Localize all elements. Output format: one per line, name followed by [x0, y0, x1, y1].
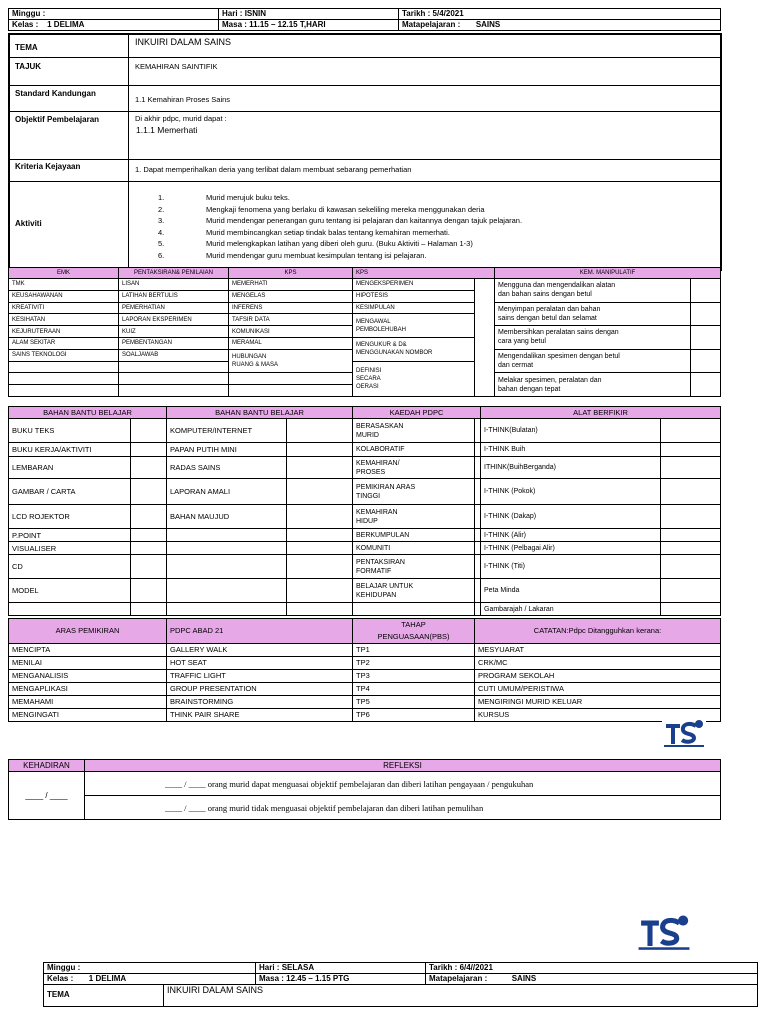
emk-cell: KREATIVITI [9, 302, 119, 314]
bbm1-check-cell [131, 443, 167, 457]
tahap-cell: TP6 [353, 709, 475, 722]
aktiviti-label: Aktiviti [15, 219, 42, 228]
bbm2-cell: RADAS SAINS [167, 457, 287, 479]
aras-row [9, 670, 721, 683]
bbm-row [9, 479, 721, 505]
manipulatif-header: KEM. MANIPULATIF [495, 268, 721, 279]
manipulatif-cell: Mengendalikan spesimen dengan betul dan cermat [495, 349, 691, 373]
next-masa-value: 12.45 – 1.15 PTG [286, 974, 350, 983]
bbm1-check-cell [131, 542, 167, 555]
bbm2-cell: BAHAN MAUJUD [167, 505, 287, 529]
catatan-cell: MENGIRINGI MURID KELUAR [475, 696, 721, 709]
pentaksiran-cell: PEMERHATIAN [119, 302, 229, 314]
aras-cell: MENILAI [9, 657, 167, 670]
matapelajaran-cell [399, 20, 721, 31]
alat-header: ALAT BERFIKIR [481, 407, 721, 419]
emk-cell: KESIHATAN [9, 314, 119, 326]
aktiviti-text: Murid mendengar guru membuat kesimpulan tentang isi pelajaran. [206, 250, 427, 260]
bbm2-cell [167, 555, 287, 579]
aras-row [9, 683, 721, 696]
kaedah-cell [353, 603, 475, 616]
bbm1-check-cell [131, 555, 167, 579]
emk-cell [9, 385, 119, 397]
bbm-row [9, 542, 721, 555]
tajuk-label: TAJUK [15, 62, 42, 71]
bbm1-cell: MODEL [9, 579, 131, 603]
catatan-cell: CRK/MC [475, 657, 721, 670]
plan-divider [128, 35, 129, 269]
pentaksiran-cell: PEMBENTANGAN [119, 337, 229, 349]
kps2-header: KPS [353, 268, 495, 279]
bbm-row [9, 443, 721, 457]
kaedah-cell: KOMUNITI [353, 542, 475, 555]
emk-cell: TMK [9, 279, 119, 291]
bbm1-cell: P.POINT [9, 529, 131, 542]
row-divider [10, 159, 720, 160]
kehadiran-header: KEHADIRAN [9, 760, 85, 772]
bbm1-cell: BUKU KERJA/AKTIVITI [9, 443, 131, 457]
kriteria-value: 1. Dapat memperihalkan deria yang terlibat dalam membuat sebarang pemerhatian [135, 165, 412, 174]
tahap-cell: TP3 [353, 670, 475, 683]
aktiviti-item [158, 216, 522, 225]
bbm1-check-cell [131, 603, 167, 616]
kps1-cell: MENGELAS [229, 290, 353, 302]
pentaksiran-cell: LAPORAN EKSPERIMEN [119, 314, 229, 326]
kaedah-header: KAEDAH PDPC [353, 407, 481, 419]
next-mata-value: SAINS [511, 974, 537, 983]
bbm2-cell: PAPAN PUTIH MINI [167, 443, 287, 457]
emk-cell [9, 373, 119, 385]
next-tema-label: TEMA [44, 985, 164, 1007]
bbm1-cell [9, 603, 131, 616]
ts-logo-icon [636, 912, 692, 952]
alat-cell: I-THINK (Pokok) [481, 479, 661, 505]
next-hari-cell [256, 963, 426, 974]
mata-value: SAINS [475, 20, 501, 29]
bbm1-cell: VISUALISER [9, 542, 131, 555]
alat-check-cell [661, 579, 721, 603]
alat-cell: I-THINK (Alir) [481, 529, 661, 542]
emk-table [8, 267, 721, 397]
catatan-cell: MESYUARAT [475, 644, 721, 657]
kaedah-cell: PEMIKIRAN ARAS TINGGI [353, 479, 475, 505]
aras-row [9, 657, 721, 670]
aktiviti-text: Murid mendengar penerangan guru tentang isi pelajaran dan kaitannya dengan tajuk pelajaran. [206, 216, 523, 225]
emk-row [9, 279, 721, 291]
bbm2-check-cell [287, 419, 353, 443]
refleksi-table [8, 759, 721, 820]
next-kelas-label: Kelas : [47, 974, 74, 983]
kps2-cell: MENGAWAL PEMBOLEHUBAH [353, 314, 475, 338]
manipulatif-check-cell [691, 373, 721, 397]
kelas-value: 1 DELIMA [47, 20, 85, 29]
manipulatif-cell: Melakar spesimen, peralatan dan bahan dengan tepat [495, 373, 691, 397]
abad21-cell: HOT SEAT [167, 657, 353, 670]
abad21-header: PDPC ABAD 21 [167, 619, 353, 644]
kps1-cell: KOMUNIKASI [229, 326, 353, 338]
plan-section [8, 33, 722, 271]
kriteria-label: Kriteria Kejayaan [15, 162, 81, 171]
bbm1-cell: LCD ROJEKTOR [9, 505, 131, 529]
catatan-header: CATATAN:Pdpc Ditangguhkan kerana: [475, 619, 721, 644]
abad21-cell: TRAFFIC LIGHT [167, 670, 353, 683]
bbm2-header: BAHAN BANTU BELAJAR [167, 407, 353, 419]
alat-check-cell [661, 419, 721, 443]
abad21-cell: BRAINSTORMING [167, 696, 353, 709]
alat-check-cell [661, 457, 721, 479]
next-tarikh-label: Tarikh : [429, 963, 458, 972]
catatan-cell: PROGRAM SEKOLAH [475, 670, 721, 683]
bbm1-check-cell [131, 579, 167, 603]
manipulatif-cell: Membersihkan peralatan sains dengan cara yang betul [495, 326, 691, 350]
aras-row [9, 696, 721, 709]
minggu-label: Minggu : [12, 9, 46, 18]
aktiviti-number: 4. [158, 227, 165, 237]
tarikh-value: 5/4/2021 [432, 9, 464, 18]
kaedah-cell: BERKUMPULAN [353, 529, 475, 542]
kps1-cell: INFERENS [229, 302, 353, 314]
aktiviti-item [158, 193, 290, 202]
bbm1-cell: CD [9, 555, 131, 579]
hari-value: ISNIN [244, 9, 267, 18]
aras-cell: MENGANALISIS [9, 670, 167, 683]
refleksi-line2: ____ / ____ orang murid tidak menguasai objektif pembelajaran dan diberi latihan pemulihan [85, 796, 721, 820]
bbm-row [9, 579, 721, 603]
alat-check-cell [661, 443, 721, 457]
pentaksiran-header: PENTAKSIRAN& PENILAIAN [119, 268, 229, 279]
bbm2-check-cell [287, 542, 353, 555]
alat-check-cell [661, 603, 721, 616]
kaedah-cell: KEMAHIRAN/ PROSES [353, 457, 475, 479]
alat-check-cell [661, 529, 721, 542]
row-divider [10, 111, 720, 112]
masa-cell [219, 20, 399, 31]
manipulatif-check-cell [691, 302, 721, 326]
alat-cell: Peta Minda [481, 579, 661, 603]
row-divider [10, 181, 720, 182]
header-table [8, 8, 721, 31]
manipulatif-check-cell [691, 326, 721, 350]
emk-cell [9, 361, 119, 373]
kps2-cell: MENGUKUR & D& MENGGUNAKAN NOMBOR [353, 337, 475, 361]
kps1-cell [229, 385, 353, 397]
pentaksiran-cell: LATIHAN BERTULIS [119, 290, 229, 302]
next-tema-value: INKUIRI DALAM SAINS [164, 985, 758, 1007]
aras-cell: MENGINGATI [9, 709, 167, 722]
bbm2-check-cell [287, 529, 353, 542]
pentaksiran-cell [119, 373, 229, 385]
abad21-cell: THINK PAIR SHARE [167, 709, 353, 722]
objektif-line2: 1.1.1 Memerhati [136, 125, 198, 135]
bbm2-cell: LAPORAN AMALI [167, 479, 287, 505]
alat-cell: I-THINK Buih [481, 443, 661, 457]
aktiviti-number: 3. [158, 216, 165, 225]
bbm1-header: BAHAN BANTU BELAJAR [9, 407, 167, 419]
bbm-row [9, 603, 721, 616]
row-divider [10, 57, 720, 58]
next-header-table [43, 962, 758, 1007]
next-masa-cell [256, 974, 426, 985]
school-logo [662, 718, 706, 748]
next-kelas-cell [44, 974, 256, 985]
emk-cell: KEUSAHAWANAN [9, 290, 119, 302]
tahap-cell: TP1 [353, 644, 475, 657]
bbm1-check-cell [131, 529, 167, 542]
aktiviti-number: 5. [158, 239, 165, 248]
mata-label: Matapelajaran : [402, 20, 461, 29]
bbm-row [9, 419, 721, 443]
next-minggu-cell [44, 963, 256, 974]
emk-header: EMK [9, 268, 119, 279]
minggu-cell [9, 9, 219, 20]
row-divider [10, 85, 720, 86]
bbm1-cell: BUKU TEKS [9, 419, 131, 443]
aras-cell: MENCIPTA [9, 644, 167, 657]
bbm-table [8, 406, 721, 616]
tahap-header: TAHAP PENGUASAAN(PBS) [353, 619, 475, 644]
aras-cell: MEMAHAMI [9, 696, 167, 709]
aktiviti-text: Murid membincangkan setiap tindak balas tentang kemahiran memerhati. [206, 227, 450, 237]
alat-cell: I-THINK (Dakap) [481, 505, 661, 529]
bbm2-check-cell [287, 603, 353, 616]
aktiviti-item [158, 205, 485, 214]
aktiviti-text: Murid merujuk buku teks. [206, 193, 290, 202]
next-kelas-value: 1 DELIMA [88, 974, 127, 983]
bbm2-cell [167, 579, 287, 603]
pentaksiran-cell: LISAN [119, 279, 229, 291]
tarikh-label: Tarikh : [402, 9, 431, 18]
aras-table [8, 618, 721, 722]
tahap-cell: TP2 [353, 657, 475, 670]
aktiviti-number: 2. [158, 204, 165, 214]
emk-row [9, 302, 721, 314]
bbm2-cell [167, 603, 287, 616]
bbm2-cell [167, 542, 287, 555]
standard-kandungan-label: Standard Kandungan [15, 89, 96, 98]
bbm1-cell: LEMBARAN [9, 457, 131, 479]
ts-logo-icon [662, 718, 706, 748]
alat-check-cell [661, 505, 721, 529]
kaedah-cell: KEMAHIRAN HIDUP [353, 505, 475, 529]
tarikh-cell [399, 9, 721, 20]
alat-cell: ITHINK(BuihBerganda) [481, 457, 661, 479]
masa-label: Masa : [222, 20, 247, 29]
bbm2-check-cell [287, 579, 353, 603]
kaedah-cell: KOLABORATIF [353, 443, 475, 457]
bbm-row [9, 555, 721, 579]
bbm1-check-cell [131, 419, 167, 443]
bbm1-check-cell [131, 479, 167, 505]
kps2-cell: HIPOTESIS [353, 290, 475, 302]
tema-value: INKUIRI DALAM SAINS [135, 37, 232, 47]
aktiviti-text: Murid melengkapkan latihan yang diberi oleh guru. (Buku Aktiviti – Halaman 1-3) [206, 239, 473, 248]
bbm1-cell: GAMBAR / CARTA [9, 479, 131, 505]
next-hari-label: Hari : [259, 963, 280, 972]
kps1-cell: MEMERHATI [229, 279, 353, 291]
catatan-cell: KURSUS [475, 709, 721, 722]
pentaksiran-cell: SOALJAWAB [119, 349, 229, 361]
tajuk-value: KEMAHIRAN SAINTIFIK [135, 62, 218, 71]
pentaksiran-cell [119, 361, 229, 373]
aktiviti-number: 6. [158, 250, 165, 260]
objektif-line1: Di akhir pdpc, murid dapat : [135, 114, 227, 123]
kaedah-cell: BELAJAR UNTUK KEHIDUPAN [353, 579, 475, 603]
hari-cell [219, 9, 399, 20]
manipulatif-check-cell [691, 349, 721, 373]
kps2-cell: KESIMPULAN [353, 302, 475, 314]
kaedah-cell: PENTAKSIRAN FORMATIF [353, 555, 475, 579]
aktiviti-text: Mengkaji fenomena yang berlaku di kawasan sekeliling mereka menggunakan deria [206, 204, 485, 214]
next-tarikh-cell [426, 963, 758, 974]
bbm2-check-cell [287, 555, 353, 579]
next-tarikh-value: 6/4//2021 [459, 963, 493, 972]
bbm2-check-cell [287, 505, 353, 529]
manipulatif-check-cell [691, 279, 721, 303]
objektif-label: Objektif Pembelajaran [15, 115, 100, 124]
kps2-cell: DEFINISI SECARA OERASI [353, 361, 475, 396]
bbm2-cell: KOMPUTER/INTERNET [167, 419, 287, 443]
kelas-cell [9, 20, 219, 31]
bbm-row [9, 529, 721, 542]
emk-spacer-cell [475, 279, 495, 397]
standard-kandungan-value: 1.1 Kemahiran Proses Sains [135, 95, 231, 104]
abad21-cell: GALLERY WALK [167, 644, 353, 657]
pentaksiran-cell: KUIZ [119, 326, 229, 338]
bbm2-check-cell [287, 443, 353, 457]
alat-check-cell [661, 555, 721, 579]
bbm1-check-cell [131, 457, 167, 479]
tahap-cell: TP5 [353, 696, 475, 709]
catatan-cell: CUTI UMUM/PERISTIWA [475, 683, 721, 696]
next-mata-cell [426, 974, 758, 985]
next-mata-label: Matapelajaran : [429, 974, 488, 983]
kehadiran-value: ____ / ____ [9, 772, 85, 820]
abad21-cell: GROUP PRESENTATION [167, 683, 353, 696]
alat-check-cell [661, 479, 721, 505]
alat-cell: Gambarajah / Lakaran [481, 603, 661, 616]
alat-check-cell [661, 542, 721, 555]
tema-label: TEMA [15, 43, 38, 52]
emk-cell: SAINS TEKNOLOGI [9, 349, 119, 361]
next-minggu-label: Minggu : [47, 963, 81, 972]
bbm2-cell [167, 529, 287, 542]
aktiviti-item [158, 251, 427, 260]
manipulatif-cell: Menyimpan peralatan dan bahan sains dengan betul dan selamat [495, 302, 691, 326]
kps2-cell: MENGEKSPERIMEN [353, 279, 475, 291]
alat-cell: I-THINK (Titi) [481, 555, 661, 579]
kelas-label: Kelas : [12, 20, 39, 29]
refleksi-line1: ____ / ____ orang murid dapat menguasai objektif pembelajaran dan diberi latihan pengayaan / pengukuhan [85, 772, 721, 796]
aktiviti-item [158, 239, 473, 248]
aras-header: ARAS PEMIKIRAN [9, 619, 167, 644]
refleksi-header: REFLEKSI [85, 760, 721, 772]
hari-label: Hari : [222, 9, 243, 18]
manipulatif-cell: Mengguna dan mengendalikan alatan dan bahan sains dengan betul [495, 279, 691, 303]
school-logo [636, 912, 692, 952]
aras-row [9, 644, 721, 657]
kaedah-cell: BERASASKAN MURID [353, 419, 475, 443]
kps1-cell: HUBUNGAN RUANG & MASA [229, 349, 353, 373]
bbm2-check-cell [287, 479, 353, 505]
alat-cell: I-THINK (Pelbagai Alir) [481, 542, 661, 555]
aras-cell: MENGAPLIKASI [9, 683, 167, 696]
aras-row [9, 709, 721, 722]
kps1-cell [229, 373, 353, 385]
alat-cell: I-THINK(Bulatan) [481, 419, 661, 443]
kps1-header: KPS [229, 268, 353, 279]
masa-value: 11.15 – 12.15 T,HARI [249, 20, 326, 29]
next-masa-label: Masa : [259, 974, 284, 983]
aktiviti-item [158, 228, 450, 237]
bbm1-check-cell [131, 505, 167, 529]
bbm-row [9, 505, 721, 529]
emk-cell: ALAM SEKITAR [9, 337, 119, 349]
pentaksiran-cell [119, 385, 229, 397]
tahap-cell: TP4 [353, 683, 475, 696]
bbm-row [9, 457, 721, 479]
bbm2-check-cell [287, 457, 353, 479]
aktiviti-number: 1. [158, 193, 165, 202]
kps1-cell: TAFSIR DATA [229, 314, 353, 326]
emk-cell: KEJURUTERAAN [9, 326, 119, 338]
kps1-cell: MERAMAL [229, 337, 353, 349]
next-hari-value: SELASA [281, 963, 315, 972]
